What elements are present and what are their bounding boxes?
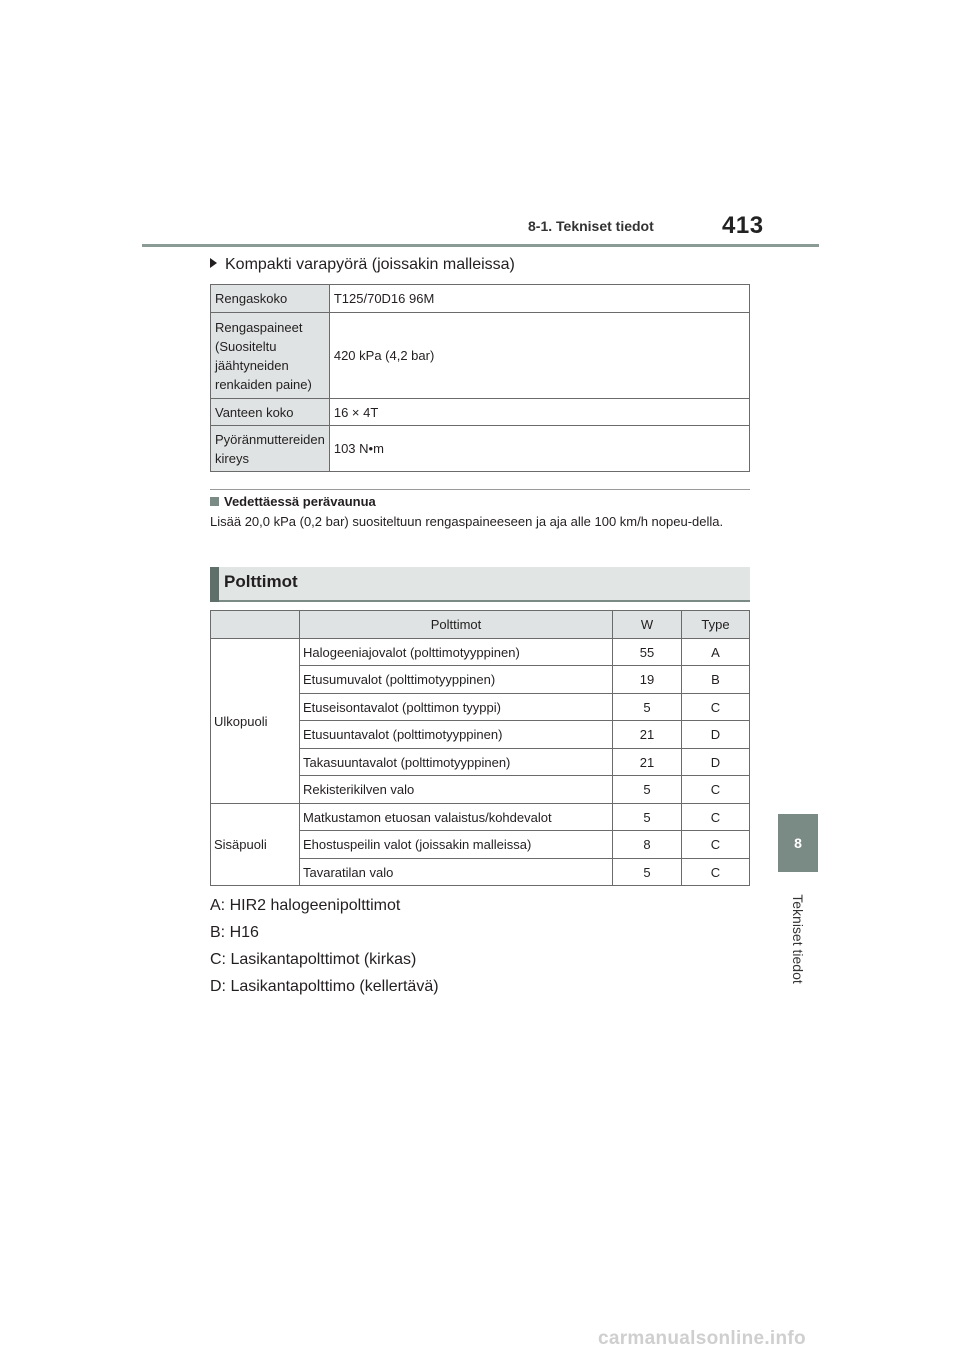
bulb-type: C — [682, 859, 750, 886]
bulb-type: C — [682, 776, 750, 804]
spec-label: Rengaskoko — [211, 285, 330, 313]
header-rule — [142, 244, 819, 247]
bulb-watt: 8 — [613, 831, 682, 859]
bulb-name: Halogeeniajovalot (polttimotyyppinen) — [300, 639, 613, 666]
bulb-watt: 5 — [613, 859, 682, 886]
table-row — [211, 399, 750, 426]
chapter-number: 8 — [794, 835, 802, 851]
spec-value: 103 N•m — [329, 426, 749, 472]
spec-value: 16 × 4T — [329, 399, 749, 426]
table-row — [211, 285, 750, 313]
towing-heading-text: Vedettäessä perävaunua — [224, 494, 376, 509]
spec-label: Pyöränmuttereiden kireys — [211, 426, 330, 472]
spec-value: T125/70D16 96M — [329, 285, 749, 313]
bulb-name: Rekisterikilven valo — [300, 776, 613, 804]
watermark: carmanualsonline.info — [598, 1328, 806, 1349]
column-header: Polttimot — [300, 611, 613, 639]
bulb-type: D — [682, 749, 750, 776]
page-number: 413 — [722, 212, 764, 239]
bulb-watt: 21 — [613, 721, 682, 749]
bulb-watt: 19 — [613, 666, 682, 694]
table-row — [211, 639, 750, 666]
bulb-watt: 5 — [613, 776, 682, 804]
legend-item: D: Lasikantapolttimo (kellertävä) — [210, 978, 439, 995]
bulb-type: C — [682, 804, 750, 831]
bulb-type: A — [682, 639, 750, 666]
bulb-name: Etusumuvalot (polttimotyyppinen) — [300, 666, 613, 694]
spec-label: Vanteen koko — [211, 399, 330, 426]
section-title: 8-1. Tekniset tiedot — [528, 218, 654, 234]
bulbs-section-banner — [210, 567, 750, 602]
towing-text: Lisää 20,0 kPa (0,2 bar) suositeltuun rengaspaineeseen ja aja alle 100 km/h nopeu-della. — [210, 514, 724, 529]
bulb-name: Ehostuspeilin valot (joissakin malleissa) — [300, 831, 613, 859]
bulb-type: C — [682, 831, 750, 859]
towing-heading — [210, 494, 376, 509]
group-label: Sisäpuoli — [211, 804, 300, 886]
square-bullet-icon — [210, 497, 219, 506]
bulb-type-legend — [210, 892, 439, 1000]
section-divider — [210, 489, 750, 490]
bulb-watt: 55 — [613, 639, 682, 666]
chapter-label — [776, 884, 820, 994]
bulb-watt: 21 — [613, 749, 682, 776]
column-header: W — [613, 611, 682, 639]
table-header-row — [211, 611, 750, 639]
chapter-tab[interactable] — [778, 814, 818, 872]
legend-item: C: Lasikantapolttimot (kirkas) — [210, 951, 417, 968]
bulb-name: Etusuuntavalot (polttimotyyppinen) — [300, 721, 613, 749]
chapter-label-text: Tekniset tiedot — [790, 894, 806, 984]
spec-value: 420 kPa (4,2 bar) — [329, 313, 749, 399]
bulb-type: C — [682, 694, 750, 721]
spare-tire-heading-text: Kompakti varapyörä (joissakin malleissa) — [225, 256, 515, 273]
spare-tire-table — [210, 284, 750, 472]
bulb-name: Matkustamon etuosan valaistus/kohdevalot — [300, 804, 613, 831]
bulbs-table — [210, 610, 750, 886]
table-row — [211, 804, 750, 831]
bulb-name: Etuseisontavalot (polttimon tyyppi) — [300, 694, 613, 721]
table-row — [211, 313, 750, 399]
spare-tire-heading — [210, 256, 515, 274]
table-row — [211, 426, 750, 472]
bulb-watt: 5 — [613, 804, 682, 831]
bulb-watt: 5 — [613, 694, 682, 721]
legend-item: A: HIR2 halogeenipolttimot — [210, 897, 401, 914]
banner-accent-bar — [210, 567, 219, 602]
triangle-bullet-icon — [210, 258, 217, 268]
bulb-type: B — [682, 666, 750, 694]
bulb-type: D — [682, 721, 750, 749]
bulb-name: Takasuuntavalot (polttimotyyppinen) — [300, 749, 613, 776]
column-header: Type — [682, 611, 750, 639]
column-header — [211, 611, 300, 639]
legend-item: B: H16 — [210, 924, 259, 941]
bulbs-section-title: Polttimot — [224, 572, 298, 591]
bulb-name: Tavaratilan valo — [300, 859, 613, 886]
spec-label: Rengaspaineet (Suositeltu jäähtyneiden renkaiden paine) — [211, 313, 330, 399]
group-label: Ulkopuoli — [211, 639, 300, 804]
